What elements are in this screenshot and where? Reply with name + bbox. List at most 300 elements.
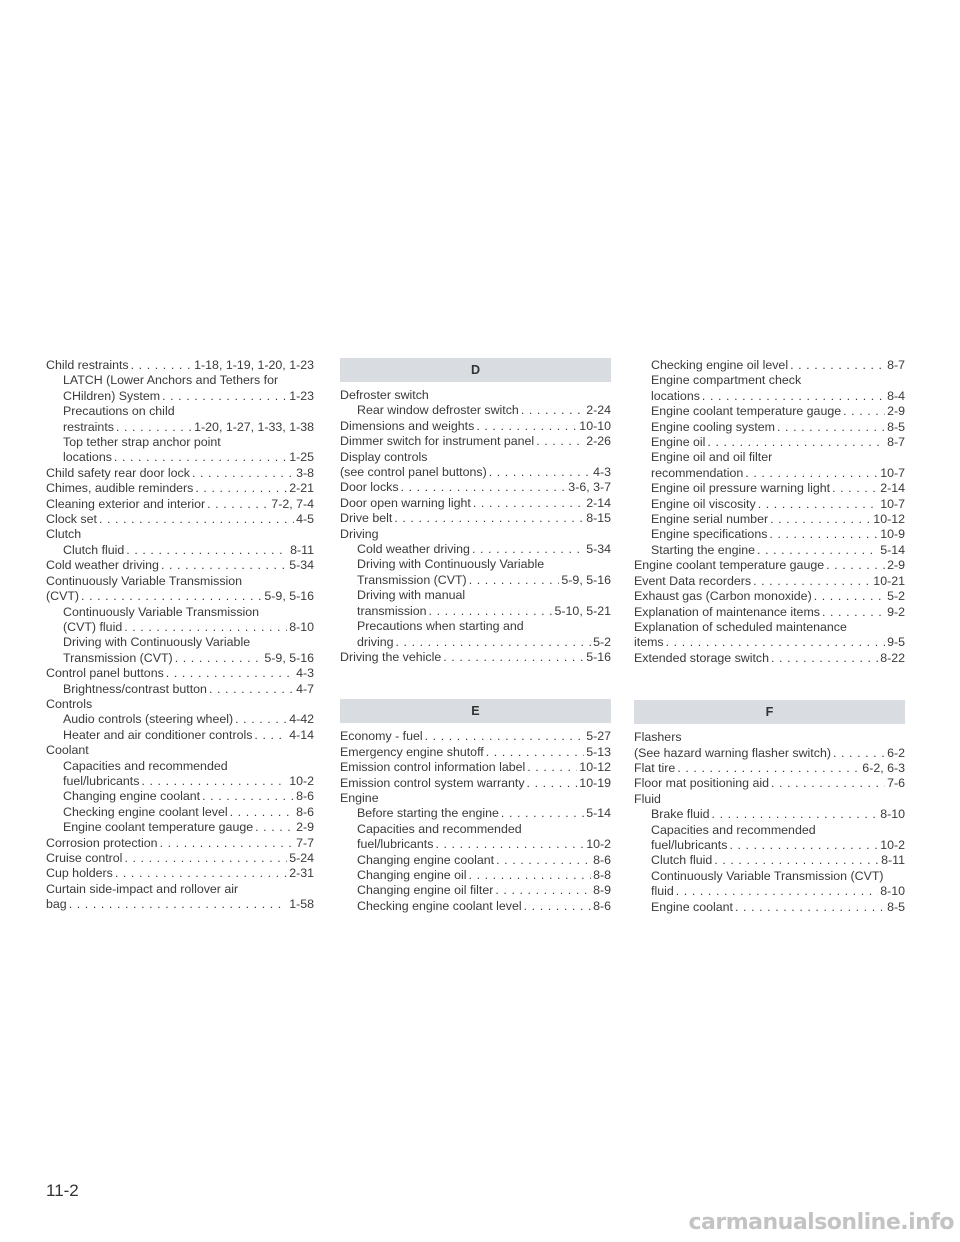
- index-column-1: [46, 358, 314, 913]
- dot-leader: [69, 897, 288, 912]
- index-entry: [340, 729, 611, 744]
- dot-leader: [131, 358, 193, 373]
- dot-leader: [771, 651, 878, 666]
- index-entry: [46, 527, 314, 542]
- dot-leader: [729, 838, 878, 853]
- entry-page-ref: 4-14: [289, 727, 314, 742]
- entry-page-ref: 8-7: [887, 358, 905, 372]
- dot-leader: [527, 776, 578, 791]
- entry-term: Engine: [340, 790, 379, 805]
- dot-leader: [230, 805, 294, 820]
- index-entry: [340, 480, 611, 495]
- entry-term: Engine specifications: [651, 527, 768, 542]
- dot-leader: [195, 481, 287, 496]
- index-entry: [634, 605, 905, 620]
- dot-leader: [116, 420, 192, 435]
- dot-leader: [757, 543, 878, 558]
- dot-leader: [472, 542, 584, 557]
- entry-term: Control panel buttons: [46, 666, 164, 681]
- entry-term: Clock set: [46, 512, 97, 527]
- entry-term: Driving: [340, 526, 379, 541]
- entry-page-ref: 4-42: [289, 712, 314, 727]
- index-entry: [340, 853, 611, 868]
- dot-leader: [435, 837, 584, 852]
- entry-term: Corrosion protection: [46, 835, 158, 850]
- index-entry: [340, 868, 611, 883]
- entry-term: Engine oil pressure warning light: [651, 481, 831, 496]
- entry-page-ref: 2-24: [586, 403, 611, 418]
- entry-term: Continuously Variable Transmission: [63, 604, 260, 619]
- entry-term: Engine cooling system: [651, 419, 775, 434]
- entry-page-ref: 4-5: [296, 512, 314, 527]
- index-entry: [634, 543, 905, 558]
- dot-leader: [401, 480, 567, 495]
- dot-leader: [758, 497, 879, 512]
- entry-term: Capacities and recommended: [651, 822, 816, 837]
- entry-page-ref: 8-8: [593, 867, 611, 882]
- dot-leader: [126, 543, 288, 558]
- entry-page-ref: 5-9, 5-16: [264, 650, 314, 665]
- index-entry: [46, 651, 314, 666]
- entry-term: Precautions when starting and: [357, 619, 524, 634]
- entry-term: Continuously Variable Transmission (CVT): [651, 868, 884, 883]
- entry-term: Driving with Continuously Variable: [63, 635, 251, 650]
- index-entry: [634, 651, 905, 666]
- dot-leader: [209, 682, 294, 697]
- index-entry: [46, 620, 314, 635]
- dot-leader: [702, 389, 885, 404]
- entry-term: transmission: [357, 603, 427, 618]
- dot-leader: [161, 558, 287, 573]
- entry-term: Display controls: [340, 449, 428, 464]
- index-entry: [340, 837, 611, 852]
- entry-term: Engine oil viscosity: [651, 496, 756, 511]
- entry-term: fuel/lubricants: [63, 773, 140, 788]
- entry-term: Checking engine oil level: [651, 358, 789, 372]
- entry-term: Engine oil: [651, 435, 706, 450]
- entry-term: Event Data recorders: [634, 573, 752, 588]
- index-entry: [46, 404, 314, 419]
- dot-leader: [832, 481, 878, 496]
- entry-page-ref: 7-7: [296, 835, 314, 850]
- entry-term: Emission control information label: [340, 760, 526, 775]
- entry-term: restraints: [63, 419, 114, 434]
- index-entry: [634, 838, 905, 853]
- index-entry: [340, 450, 611, 465]
- dot-leader: [160, 836, 295, 851]
- index-entry: [634, 635, 905, 650]
- entry-term: Capacities and recommended: [63, 758, 228, 773]
- index-entry: [634, 730, 905, 745]
- entry-page-ref: 8-5: [887, 899, 905, 914]
- index-entry: [634, 807, 905, 822]
- index-entry: [46, 558, 314, 573]
- entry-term: Child safety rear door lock: [46, 465, 190, 480]
- index-entry: [46, 497, 314, 512]
- dot-leader: [396, 635, 592, 650]
- index-entry: [46, 389, 314, 404]
- entry-term: Economy - fuel: [340, 729, 423, 744]
- index-entry: [46, 759, 314, 774]
- entry-term: Engine coolant temperature gauge: [634, 558, 825, 573]
- dot-leader: [735, 900, 885, 915]
- dot-leader: [429, 604, 553, 619]
- section-gap: [340, 665, 611, 699]
- index-column-2: [340, 358, 611, 914]
- index-entry: [46, 435, 314, 450]
- entry-page-ref: 9-2: [887, 604, 905, 619]
- entry-page-ref: 10-12: [579, 760, 611, 775]
- entry-page-ref: 4-3: [296, 666, 314, 681]
- entry-term: Engine serial number: [651, 512, 769, 527]
- dot-leader: [394, 511, 584, 526]
- index-entry: [634, 497, 905, 512]
- index-entry: [634, 589, 905, 604]
- index-entry: [46, 420, 314, 435]
- entry-page-ref: 8-10: [289, 619, 314, 634]
- entry-term: (see control panel buttons): [340, 465, 487, 480]
- entry-term: CHildren) System: [63, 388, 161, 403]
- index-entry: [340, 465, 611, 480]
- index-entry: [46, 512, 314, 527]
- entry-page-ref: 6-2, 6-3: [862, 760, 905, 775]
- index-entry: [46, 481, 314, 496]
- index-entry: [634, 884, 905, 899]
- entry-page-ref: 1-23: [289, 388, 314, 403]
- dot-leader: [469, 868, 592, 883]
- dot-leader: [521, 403, 584, 418]
- entry-term: Checking engine coolant level: [357, 898, 522, 913]
- dot-leader: [527, 760, 577, 775]
- index-entry: [340, 791, 611, 806]
- index-entry: [340, 434, 611, 449]
- dot-leader: [175, 651, 263, 666]
- index-entry: [634, 761, 905, 776]
- entry-term: Transmission (CVT): [63, 650, 173, 665]
- entry-page-ref: 10-21: [873, 573, 905, 588]
- index-entry: [46, 836, 314, 851]
- entry-page-ref: 5-27: [586, 729, 611, 744]
- index-entry: [634, 792, 905, 807]
- entry-page-ref: 8-11: [881, 853, 905, 868]
- dot-leader: [770, 512, 871, 527]
- index-entry: [634, 620, 905, 635]
- dot-leader: [777, 420, 885, 435]
- dot-leader: [843, 404, 885, 419]
- entry-term: Engine oil and oil filter: [651, 450, 773, 465]
- dot-leader: [141, 774, 287, 789]
- dot-leader: [745, 466, 878, 481]
- entry-term: fuel/lubricants: [357, 837, 434, 852]
- entry-term: Extended storage switch: [634, 650, 769, 665]
- dot-leader: [202, 789, 294, 804]
- section-header: E: [340, 699, 611, 723]
- page-number: 11-2: [46, 1181, 79, 1200]
- index-entry: [46, 373, 314, 388]
- index-entry: [340, 573, 611, 588]
- entry-term: Cup holders: [46, 866, 113, 881]
- entry-page-ref: 7-2, 7-4: [271, 496, 314, 511]
- dot-leader: [496, 853, 591, 868]
- entry-term: Top tether strap anchor point: [63, 435, 221, 450]
- dot-leader: [666, 635, 885, 650]
- index-entry: [340, 635, 611, 650]
- entry-page-ref: 1-58: [289, 897, 314, 912]
- entry-page-ref: 3-8: [296, 465, 314, 480]
- entry-term: Door locks: [340, 480, 399, 495]
- entry-page-ref: 2-14: [880, 481, 905, 496]
- index-entry: [46, 820, 314, 835]
- dot-leader: [443, 650, 584, 665]
- index-entry: [634, 435, 905, 450]
- entry-term: fuel/lubricants: [651, 837, 728, 852]
- index-entry: [340, 527, 611, 542]
- entry-page-ref: 2-26: [586, 434, 611, 449]
- entry-page-ref: 10-9: [880, 527, 905, 542]
- dot-leader: [536, 434, 584, 449]
- entry-term: Engine compartment check: [651, 373, 802, 388]
- entry-page-ref: 2-9: [887, 558, 905, 573]
- entry-term: Dimensions and weights: [340, 418, 475, 433]
- entry-term: Precautions on child: [63, 404, 175, 419]
- dot-leader: [254, 728, 287, 743]
- index-entry: [634, 823, 905, 838]
- dot-leader: [207, 497, 269, 512]
- entry-term: Engine coolant temperature gauge: [63, 820, 254, 835]
- index-entry: [340, 557, 611, 572]
- entry-page-ref: 8-5: [887, 419, 905, 434]
- index-entry: [634, 558, 905, 573]
- entry-page-ref: 8-6: [593, 898, 611, 913]
- entry-term: Defroster switch: [340, 388, 429, 402]
- entry-page-ref: 7-6: [887, 776, 905, 791]
- dot-leader: [81, 589, 262, 604]
- entry-term: Fluid: [634, 791, 661, 806]
- entry-page-ref: 8-6: [593, 852, 611, 867]
- index-entry: [46, 697, 314, 712]
- entry-page-ref: 10-2: [289, 773, 314, 788]
- index-entry: [46, 358, 314, 373]
- index-entry: [634, 358, 905, 373]
- entry-term: Dimmer switch for instrument panel: [340, 434, 535, 449]
- entry-page-ref: 5-14: [586, 806, 611, 821]
- dot-leader: [677, 761, 860, 776]
- index-entry: [46, 805, 314, 820]
- entry-term: Emission control system warranty: [340, 775, 525, 790]
- index-entry: [340, 760, 611, 775]
- entry-page-ref: 10-12: [873, 512, 905, 527]
- dot-leader: [255, 820, 294, 835]
- entry-term: Flat tire: [634, 760, 676, 775]
- entry-term: (CVT): [46, 589, 80, 604]
- index-entry: [46, 589, 314, 604]
- section-gap: [634, 666, 905, 700]
- entry-page-ref: 8-22: [880, 650, 905, 665]
- index-entry: [634, 450, 905, 465]
- entry-page-ref: 8-9: [593, 883, 611, 898]
- index-entry: [46, 605, 314, 620]
- entry-page-ref: 1-25: [289, 450, 314, 465]
- index-entry: [340, 403, 611, 418]
- dot-leader: [676, 884, 878, 899]
- entry-page-ref: 5-34: [586, 542, 611, 557]
- entry-term: driving: [357, 634, 394, 649]
- dot-leader: [769, 527, 878, 542]
- dot-leader: [714, 853, 879, 868]
- dot-leader: [814, 589, 885, 604]
- entry-term: Coolant: [46, 743, 89, 758]
- index-entry: [634, 404, 905, 419]
- index-entry: [340, 511, 611, 526]
- watermark: carmanualsonline.info: [688, 1210, 954, 1235]
- entry-page-ref: 1-18, 1-19, 1-20, 1-23: [194, 358, 314, 372]
- entry-term: Clutch fluid: [63, 542, 125, 557]
- entry-term: Capacities and recommended: [357, 821, 522, 836]
- entry-page-ref: 2-14: [586, 495, 611, 510]
- entry-term: Starting the engine: [651, 542, 756, 557]
- index-entry: [634, 869, 905, 884]
- index-entry: [340, 883, 611, 898]
- entry-page-ref: 5-13: [586, 744, 611, 759]
- entry-term: Brightness/contrast button: [63, 681, 207, 696]
- entry-page-ref: 10-19: [579, 775, 611, 790]
- entry-term: Changing engine coolant: [63, 789, 201, 804]
- entry-term: Engine coolant: [651, 899, 733, 914]
- entry-term: locations: [63, 450, 112, 465]
- entry-term: Driving with manual: [357, 588, 466, 603]
- entry-page-ref: 8-15: [586, 511, 611, 526]
- entry-page-ref: 1-20, 1-27, 1-33, 1-38: [194, 419, 314, 434]
- entry-term: Door open warning light: [340, 495, 471, 510]
- dot-leader: [822, 605, 885, 620]
- entry-page-ref: 10-2: [586, 837, 611, 852]
- entry-term: items: [634, 635, 664, 650]
- entry-page-ref: 8-10: [880, 807, 905, 822]
- entry-term: Changing engine oil filter: [357, 883, 494, 898]
- entry-term: Cold weather driving: [46, 558, 159, 573]
- index-entry: [46, 712, 314, 727]
- index-entry: [634, 853, 905, 868]
- entry-page-ref: 2-9: [887, 404, 905, 419]
- entry-term: Floor mat positioning aid: [634, 776, 769, 791]
- entry-term: bag: [46, 897, 67, 912]
- entry-term: Child restraints: [46, 358, 129, 372]
- entry-page-ref: 6-2: [887, 745, 905, 760]
- index-entry: [46, 789, 314, 804]
- index-entry: [46, 897, 314, 912]
- entry-page-ref: 5-14: [880, 542, 905, 557]
- dot-leader: [501, 806, 584, 821]
- entry-term: Controls: [46, 696, 93, 711]
- entry-term: Cruise control: [46, 851, 123, 865]
- entry-term: Cleaning exterior and interior: [46, 496, 206, 511]
- entry-page-ref: 8-6: [296, 804, 314, 819]
- dot-leader: [524, 899, 591, 914]
- entry-page-ref: 5-16: [586, 649, 611, 664]
- index-entry: [634, 466, 905, 481]
- index-entry: [46, 543, 314, 558]
- entry-page-ref: 3-6, 3-7: [568, 480, 611, 495]
- entry-term: Brake fluid: [651, 807, 710, 822]
- index-entry: [340, 496, 611, 511]
- index-entry: [46, 743, 314, 758]
- dot-leader: [753, 574, 871, 589]
- index-entry: [46, 635, 314, 650]
- index-entry: [634, 776, 905, 791]
- entry-term: (See hazard warning flasher switch): [634, 745, 831, 760]
- entry-term: Continuously Variable Transmission: [46, 573, 243, 588]
- entry-term: Curtain side-impact and rollover air: [46, 881, 239, 896]
- index-entry: [340, 899, 611, 914]
- index-entry: [46, 466, 314, 481]
- entry-term: locations: [651, 388, 700, 403]
- index-entry: [634, 512, 905, 527]
- section-header: F: [634, 700, 905, 724]
- entry-page-ref: 8-7: [887, 435, 905, 450]
- entry-term: Clutch: [46, 527, 82, 542]
- index-entry: [340, 419, 611, 434]
- index-entry: [634, 389, 905, 404]
- index-entry: [634, 420, 905, 435]
- index-entry: [634, 746, 905, 761]
- dot-leader: [124, 851, 287, 866]
- entry-page-ref: 4-3: [593, 465, 611, 480]
- entry-page-ref: 5-9, 5-16: [561, 572, 611, 587]
- entry-page-ref: 8-4: [887, 388, 905, 403]
- index-entry: [46, 866, 314, 881]
- dot-leader: [495, 883, 591, 898]
- dot-leader: [114, 450, 287, 465]
- dot-leader: [771, 776, 885, 791]
- entry-term: Rear window defroster switch: [357, 403, 519, 418]
- dot-leader: [425, 729, 585, 744]
- dot-leader: [707, 435, 885, 450]
- dot-leader: [124, 620, 287, 635]
- index-entry: [634, 527, 905, 542]
- entry-term: Flashers: [634, 730, 682, 745]
- entry-term: Explanation of maintenance items: [634, 604, 820, 619]
- dot-leader: [192, 466, 294, 481]
- entry-term: Engine coolant temperature gauge: [651, 404, 842, 419]
- index-entry: [340, 776, 611, 791]
- index-entry: [634, 481, 905, 496]
- entry-term: Cold weather driving: [357, 542, 470, 557]
- index-entry: [46, 774, 314, 789]
- index-entry: [340, 388, 611, 403]
- dot-leader: [826, 558, 885, 573]
- dot-leader: [833, 746, 885, 761]
- entry-term: Driving the vehicle: [340, 649, 442, 664]
- index-entry: [340, 542, 611, 557]
- entry-term: Clutch fluid: [651, 853, 713, 868]
- dot-leader: [166, 666, 294, 681]
- index-entry: [340, 745, 611, 760]
- entry-page-ref: 5-9, 5-16: [264, 589, 314, 604]
- dot-leader: [162, 389, 287, 404]
- index-column-3: [634, 358, 905, 915]
- entry-page-ref: 5-34: [289, 558, 314, 573]
- index-entry: [46, 882, 314, 897]
- entry-page-ref: 5-2: [887, 589, 905, 604]
- entry-term: Changing engine coolant: [357, 852, 495, 867]
- dot-leader: [115, 866, 287, 881]
- entry-term: LATCH (Lower Anchors and Tethers for: [63, 373, 279, 388]
- entry-term: Heater and air conditioner controls: [63, 727, 253, 742]
- index-entry: [340, 806, 611, 821]
- index-entry: [340, 822, 611, 837]
- entry-page-ref: 4-7: [296, 681, 314, 696]
- entry-page-ref: 8-11: [290, 542, 314, 557]
